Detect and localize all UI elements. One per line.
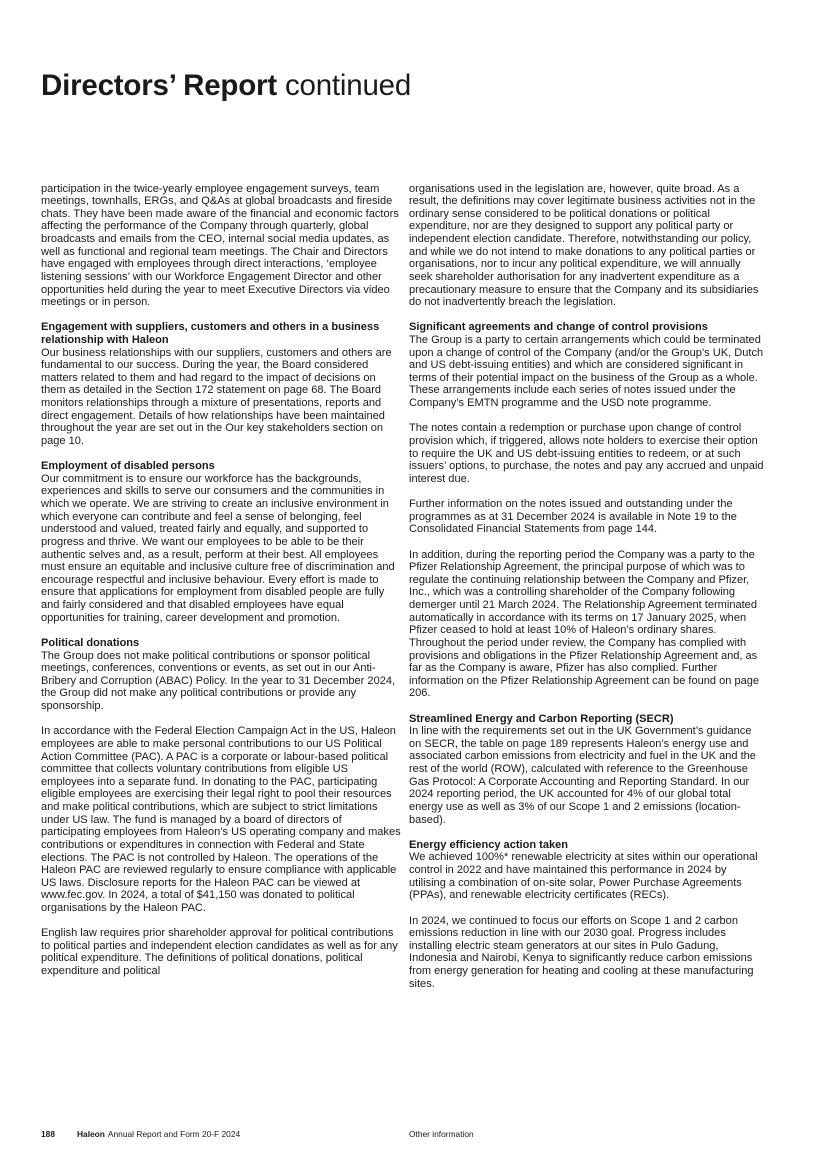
heading-significant-agreements: Significant agreements and change of control provisions xyxy=(409,321,708,334)
page-number: 188 xyxy=(41,1129,55,1139)
paragraph-agreements-4: In addition, during the reporting period the Company was a party to the Pfizer Relationship Agreement, the principal purpose of which was to regulate the continuing relationship between the Company and Pfizer, Inc., which was a controlling shareholder of the Company following demerger until 21 March 2024. The Relationship Agreement terminated automatically in accordance with its terms on 17 January 2025, when Pfizer ceased to hold at least 10% of Haleon’s ordinary shares. Throughout the period under review, the Company has complied with provisions and obligations in the Pfizer Relationship Agreement and, as far as the Company is aware, Pfizer has also complied. Further information on the Pfizer Relationship Agreement can be found on page 206. xyxy=(409,548,760,700)
paragraph-political-1: The Group does not make political contributions or sponsor political meetings, conferences, conventions or events, as set out in our Anti-Bribery and Corruption (ABAC) Policy. In the year to 31 December 2024, the Group did not make any political contributions or provide any sponsorship. xyxy=(41,649,396,713)
heading-disabled-persons: Employment of disabled persons xyxy=(41,460,215,473)
paragraph-secr: In line with the requirements set out in the UK Government’s guidance on SECR, the table on page 189 represents Haleon’s energy use and associated carbon emissions from electricity and fuel in the UK and the rest of the world (ROW), calculated with reference to the Greenhouse Gas Protocol: A Corporate Accounting and Reporting Standard. In our 2024 reporting period, the UK accounted for 4% of our global total energy use as well as 3% of our Scope 1 and 2 emissions (location-based). xyxy=(409,725,756,826)
page-title-continued: continued xyxy=(284,69,412,102)
paragraph-agreements-2: The notes contain a redemption or purchase upon change of control provision which, if triggered, allows note holders to exercise their option to require the UK and US debt-issuing entities to redeem, or at such issuers’ options, to purchase, the notes and pay any accrued and unpaid interest due. xyxy=(409,422,764,485)
paragraph-political-2: In accordance with the Federal Election Campaign Act in the US, Haleon employees are able to make personal contributions to our US Political Action Committee (PAC). A PAC is a corporate or labour-based political committee that collects voluntary contributions from eligible US employees into a separate fund. In donating to the PAC, participating eligible employees are exercising their legal right to pool their resources and make political contributions, which are subject to strict limitations under US law. The fund is managed by a board of directors of participating employees from Haleon’s US operating company and makes contributions or expenditures in connection with Federal and State elections. The PAC is not controlled by Haleon. The operations of the Haleon PAC are reviewed regularly to ensure compliance with applicable US laws. Disclosure reports for the Haleon PAC can be viewed at www.fec.gov. In 2024, a total of $41,150 was donated to political organisations by the Haleon PAC. xyxy=(41,725,401,914)
paragraph-disabled-persons: Our commitment is to ensure our workforce has the backgrounds, experiences and skills to serve our consumers and the communities in which we operate. We are striving to create an inclusive environment in which everyone can contribute and feel a sense of belonging, feel understood and valued, treated fairly and equally, and supported to progress and thrive. We want our employees to be able to be their authentic selves and, as a result, perform at their best. All employees must ensure an equitable and inclusive culture free of discrimination and encourage respectful and inclusive behaviour. Every effort is made to ensure that applications for employment from disabled people are fully and fairly considered and that disabled employees have equal opportunities for training, career development and promotion. xyxy=(41,472,395,624)
paragraph-political-continued: organisations used in the legislation are, however, quite broad. As a result, the definitions may cover legitimate business activities not in the ordinary sense considered to be political donations or political expenditure, nor are they designed to support any political party or independent election candidate. Therefore, notwithstanding our policy, and while we do not intend to make donations to any political parties or organisations, nor to incur any political expenditure, we will annually seek shareholder authorisation for any inadvertent expenditure as a precautionary measure to ensure that the Company and its subsidiaries do not inadvertently breach the legislation. xyxy=(409,182,759,309)
brand-name: Haleon xyxy=(76,1129,105,1139)
paragraph-agreements-3: Further information on the notes issued and outstanding under the programmes as at 31 December 2024 is available in Note 19 to the Consolidated Financial Statements from page 144. xyxy=(409,498,737,536)
left-column xyxy=(41,183,401,978)
paragraph-political-3: English law requires prior shareholder approval for political contributions to political parties and independent election candidates as well as for any political expenditure. The definitions of political donations, political expenditure and political xyxy=(41,927,398,978)
page-title-main: Directors’ Report xyxy=(41,69,277,102)
heading-energy-efficiency: Energy efficiency action taken xyxy=(409,838,569,851)
report-name: Annual Report and Form 20-F 2024 xyxy=(107,1129,241,1139)
paragraph-suppliers: Our business relationships with our suppliers, customers and others are fundamental to our success. During the year, the Board considered matters related to them and had regard to the impact of decisions on them as detailed in the Section 172 statement on page 68. The Board monitors relationships through a mixture of presentations, reports and direct engagement. Details of how relationships have been maintained throughout the year are set out in the Our key stakeholders section on page 10. xyxy=(41,346,392,447)
heading-suppliers: Engagement with suppliers, customers and others in a business relationship with Haleon xyxy=(41,321,380,346)
paragraph-energy-1: We achieved 100%* renewable electricity at sites within our operational control in 2022 and have maintained this performance in 2024 by utilising a combination of on-site solar, Power Purchase Agreements (PPAs), and renewable electricity certificates (RECs). xyxy=(409,851,758,902)
heading-political-donations: Political donations xyxy=(41,636,140,649)
footer-section: Other information xyxy=(409,1129,474,1139)
paragraph-agreements-1: The Group is a party to certain arrangements which could be terminated upon a change of control of the Company (and/or the Group’s UK, Dutch and US debt-issuing entities) and which are considered significant in terms of their potential impact on the business of the Group as a whole. These arrangements include each series of notes issued under the Company’s EMTN programme and the USD note programme. xyxy=(409,333,764,410)
paragraph-workforce-engagement: participation in the twice-yearly employee engagement surveys, team meetings, townhalls, ERGs, and Q&As at global broadcasts and fireside chats. They have been made aware of the financial and economic factors affecting the performance of the Company through quarterly, global broadcasts and emails from the CEO, internal social media updates, as well as functional and regional team meetings. The Chair and Directors have engaged with employees through direct interactions, ‘employee listening sessions’ with our Workforce Engagement Director and other opportunities held during the year to meet Executive Directors via video meetings or in person. xyxy=(41,182,399,309)
page-title xyxy=(41,66,411,106)
right-column xyxy=(409,183,765,991)
footer-left xyxy=(41,1129,240,1139)
heading-secr: Streamlined Energy and Carbon Reporting (SECR) xyxy=(409,712,674,725)
paragraph-energy-2: In 2024, we continued to focus our efforts on Scope 1 and 2 carbon emissions reduction in line with our 2030 goal. Progress includes installing electric steam generators at our sites in Pulo Gadung, Indonesia and Nairobi, Kenya to significantly reduce carbon emissions from energy generation for heating and cooling at these manufacturing sites. xyxy=(409,914,754,990)
